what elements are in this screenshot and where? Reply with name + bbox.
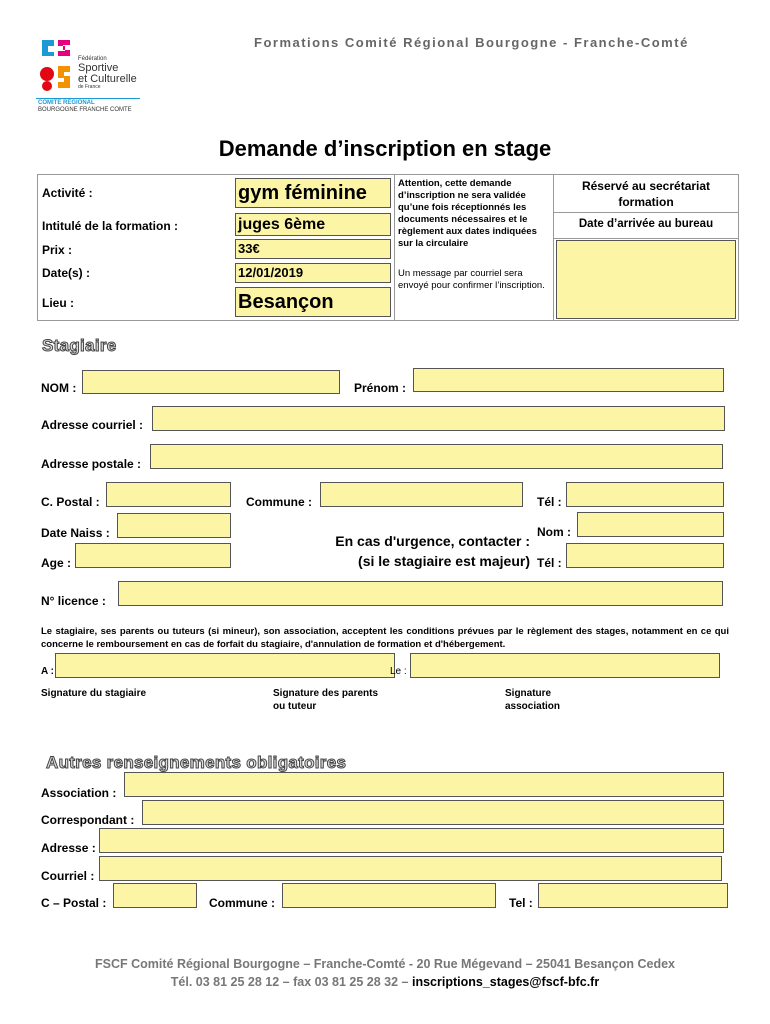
- association-label: Association :: [41, 786, 117, 800]
- logo-sub2: BOURGOGNE FRANCHE COMTE: [38, 107, 132, 113]
- commune2-field[interactable]: [282, 883, 496, 908]
- header-title: Formations Comité Régional Bourgogne - Franche-Comté: [254, 35, 689, 50]
- naiss-label: Date Naiss :: [41, 526, 110, 540]
- urgence-nom-field[interactable]: [577, 512, 724, 537]
- footer-email-link[interactable]: inscriptions_stages@fscf-bfc.fr: [411, 975, 600, 989]
- arrival-label: Date d’arrivée au bureau: [578, 218, 714, 230]
- intitule-field[interactable]: juges 6ème: [235, 213, 391, 236]
- age-field[interactable]: [75, 543, 231, 568]
- logo-text-1: Fédération: [78, 56, 107, 62]
- nom-label: NOM :: [41, 381, 77, 395]
- urgence-tel-label: Tél :: [537, 556, 562, 570]
- signature-association-label: Signature association: [505, 688, 561, 712]
- table-divider: [553, 174, 554, 321]
- tel2-label: Tel :: [509, 896, 533, 910]
- courriel-field[interactable]: [152, 406, 725, 431]
- commune-label: Commune :: [246, 495, 312, 509]
- tel-field[interactable]: [566, 482, 724, 507]
- footer-contact: [0, 975, 770, 989]
- intitule-label: Intitulé de la formation :: [42, 219, 179, 233]
- urgence-line2: (si le stagiaire est majeur): [358, 553, 530, 569]
- arrival-date-field[interactable]: [556, 240, 736, 319]
- fscf-logo: [36, 36, 146, 120]
- association-field[interactable]: [124, 772, 724, 797]
- prenom-label: Prénom :: [354, 381, 407, 395]
- licence-field[interactable]: [118, 581, 723, 606]
- cpostal-field[interactable]: [106, 482, 231, 507]
- correspondant-field[interactable]: [142, 800, 724, 825]
- naiss-field[interactable]: [117, 513, 231, 538]
- le-label: Le :: [390, 666, 407, 677]
- adresse-postale-field[interactable]: [150, 444, 723, 469]
- footer-phone: Tél. 03 81 25 28 12 – fax 03 81 25 28 32 –: [170, 975, 412, 989]
- footer-address: FSCF Comité Régional Bourgogne – Franche-Comté - 20 Rue Mégevand – 25041 Besançon Cedex: [95, 957, 675, 971]
- tel-label: Tél :: [537, 495, 562, 509]
- signature-parents-label: Signature des parents ou tuteur: [273, 688, 379, 712]
- commune2-label: Commune :: [209, 896, 275, 910]
- licence-label: N° licence :: [41, 594, 106, 608]
- age-label: Age :: [41, 556, 71, 570]
- dates-field[interactable]: 12/01/2019: [235, 263, 391, 283]
- prix-field[interactable]: 33€: [235, 239, 391, 259]
- cpostal2-label: C – Postal :: [41, 896, 107, 910]
- lieu-field[interactable]: Besançon: [235, 287, 391, 317]
- table-divider: [553, 238, 739, 239]
- logo-text-4: de France: [78, 84, 101, 90]
- form-title: Demande d’inscription en stage: [218, 136, 552, 161]
- fscf-logo-mark: [36, 36, 76, 94]
- commune-field[interactable]: [320, 482, 523, 507]
- logo-divider: [36, 98, 140, 99]
- le-field[interactable]: [410, 653, 720, 678]
- urgence-nom-label: Nom :: [537, 525, 571, 539]
- prix-label: Prix :: [42, 243, 73, 257]
- prenom-field[interactable]: [413, 368, 724, 392]
- notice-email-text: Un message par courriel sera envoyé pour confirmer l’inscription.: [398, 268, 545, 291]
- cpostal-label: C. Postal :: [41, 495, 100, 509]
- lieu-label: Lieu :: [42, 296, 74, 310]
- autres-section-title: Autres renseignements obligatoires: [46, 753, 347, 772]
- stagiaire-section-title: Stagiaire: [42, 336, 117, 355]
- table-divider: [394, 174, 395, 321]
- activite-field[interactable]: gym féminine: [235, 178, 391, 208]
- reserved-title: Réservé au secrétariat formation: [581, 179, 711, 209]
- tel2-field[interactable]: [538, 883, 728, 908]
- notice-text: Attention, cette demande d’inscription ne sera validée qu’une fois réceptionnés les documents nécessaires et le règlement aux dates indiquées sur la circulaire: [398, 178, 537, 249]
- activite-label: Activité :: [42, 186, 93, 200]
- adresse-postale-label: Adresse postale :: [41, 457, 142, 471]
- courriel2-label: Courriel :: [41, 869, 95, 883]
- signature-stagiaire-label: Signature du stagiaire: [41, 688, 147, 699]
- courriel-label: Adresse courriel :: [41, 418, 144, 432]
- correspondant-label: Correspondant :: [41, 813, 135, 827]
- logo-text-3: et Culturelle: [78, 73, 137, 85]
- logo-sub1: COMITÉ RÉGIONAL: [38, 100, 95, 106]
- adresse-label: Adresse :: [41, 841, 96, 855]
- table-divider: [553, 212, 739, 213]
- courriel2-field[interactable]: [99, 856, 722, 881]
- urgence-tel-field[interactable]: [566, 543, 724, 568]
- adresse-field[interactable]: [99, 828, 724, 853]
- a-field[interactable]: [55, 653, 395, 678]
- logo-text-2: Sportive: [78, 62, 119, 74]
- a-label: A :: [41, 666, 54, 677]
- conditions-text: Le stagiaire, ses parents ou tuteurs (si mineur), son association, acceptent les conditions prévues par le règlement des stages, notamment en ce qui concerne le remboursement en cas de forfait du stagiaire, d'annulation de formation et d'hébergement.: [41, 626, 729, 650]
- urgence-line1: En cas d'urgence, contacter :: [335, 533, 530, 549]
- nom-field[interactable]: [82, 370, 340, 394]
- cpostal2-field[interactable]: [113, 883, 197, 908]
- dates-label: Date(s) :: [42, 266, 91, 280]
